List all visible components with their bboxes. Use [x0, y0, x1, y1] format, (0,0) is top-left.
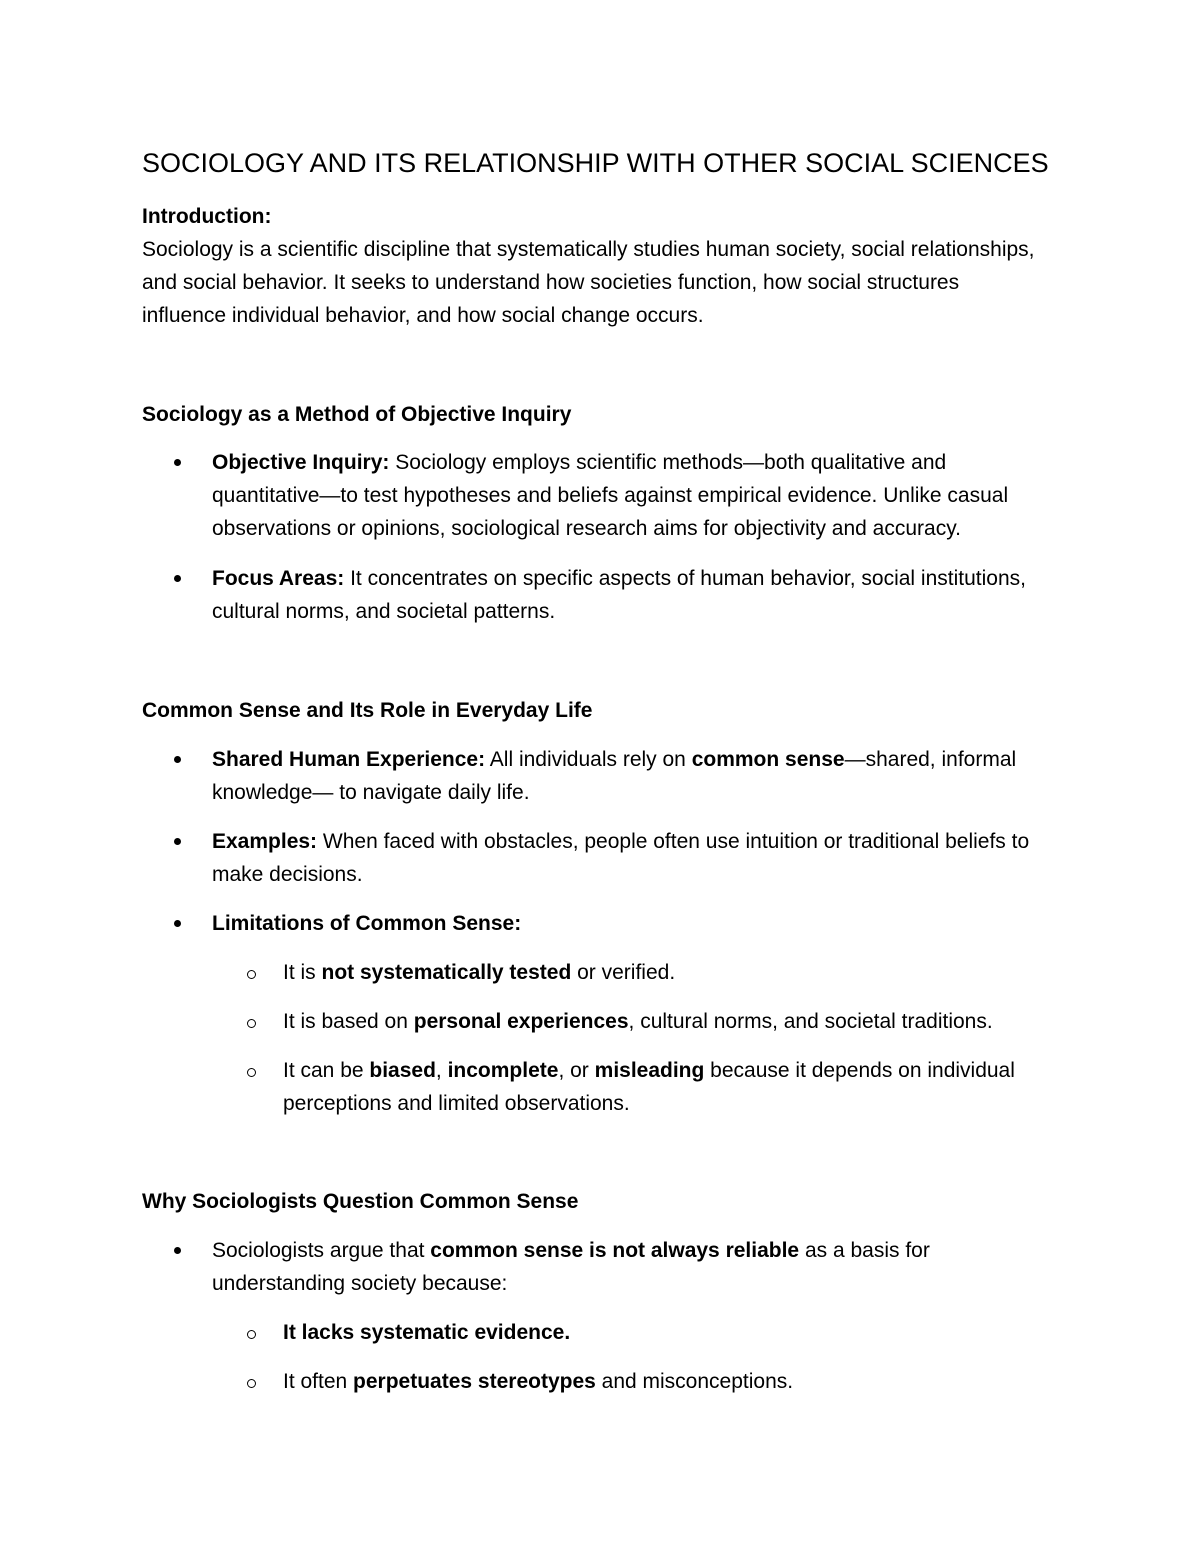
list-item-examples: [212, 825, 1092, 891]
section-heading-why-question: Why Sociologists Question Common Sense: [142, 1190, 579, 1213]
item-emphasis: personal experiences: [413, 1010, 629, 1033]
item-text: It often: [283, 1370, 354, 1393]
item-text: quantitative—to test hypotheses and beliefs against empirical evidence. Unlike casual: [212, 484, 1009, 507]
item-text: , cultural norms, and societal traditions.: [628, 1010, 993, 1033]
item-label: Examples:: [212, 830, 318, 853]
item-text: observations or opinions, sociological research aims for objectivity and accuracy.: [212, 517, 961, 540]
item-text: as a basis for: [799, 1239, 930, 1262]
intro-line-3: influence individual behavior, and how social change occurs.: [142, 304, 704, 327]
section-heading-common-sense: Common Sense and Its Role in Everyday Life: [142, 699, 593, 722]
sub-bullet-icon: [247, 970, 256, 979]
item-text: Sociologists argue that: [212, 1239, 431, 1262]
item-text: perceptions and limited observations.: [283, 1092, 630, 1115]
item-label: Limitations of Common Sense:: [212, 912, 522, 935]
item-emphasis: common sense is not always reliable: [430, 1239, 800, 1262]
item-emphasis: perpetuates stereotypes: [353, 1370, 596, 1393]
item-text: make decisions.: [212, 863, 363, 886]
intro-line-1: Sociology is a scientific discipline that systematically studies human society, social relationships,: [142, 238, 1035, 261]
list-item-sociologists-argue: [212, 1234, 1092, 1300]
item-text: Sociology employs scientific methods—both qualitative and: [389, 451, 947, 474]
sub-bullet-icon: [247, 1068, 256, 1077]
bullet-icon: [174, 575, 181, 582]
sub-bullet-icon: [247, 1019, 256, 1028]
item-text: knowledge— to navigate daily life.: [212, 781, 530, 804]
intro-line-2: and social behavior. It seeks to understand how societies function, how social structures: [142, 271, 960, 294]
bullet-icon: [174, 756, 181, 763]
bullet-icon: [174, 838, 181, 845]
list-item-focus-areas: [212, 562, 1092, 628]
sub-bullet-icon: [247, 1379, 256, 1388]
sub-list-item-not-tested: [283, 956, 1083, 989]
item-text: All individuals rely on: [485, 748, 692, 771]
document-title: SOCIOLOGY AND ITS RELATIONSHIP WITH OTHER SOCIAL SCIENCES: [142, 148, 1049, 178]
item-emphasis: common sense: [691, 748, 845, 771]
item-text: and misconceptions.: [595, 1370, 794, 1393]
sub-list-item-personal-experiences: [283, 1005, 1083, 1038]
item-emphasis: not systematically tested: [321, 961, 572, 984]
item-text: It is: [283, 961, 322, 984]
list-item-shared-human-experience: [212, 743, 1092, 809]
item-label: Shared Human Experience:: [212, 748, 486, 771]
bullet-icon: [174, 920, 181, 927]
item-text: ,: [435, 1059, 448, 1082]
item-text: or verified.: [571, 961, 676, 984]
item-emphasis: It lacks systematic evidence.: [283, 1321, 571, 1344]
list-item-objective-inquiry: [212, 446, 1092, 545]
item-text: It can be: [283, 1059, 370, 1082]
list-item-limitations: [212, 907, 1092, 940]
item-text: —shared, informal: [844, 748, 1017, 771]
item-emphasis: misleading: [594, 1059, 705, 1082]
item-label: Objective Inquiry:: [212, 451, 390, 474]
item-label: Focus Areas:: [212, 567, 345, 590]
item-text: It is based on: [283, 1010, 414, 1033]
item-text: When faced with obstacles, people often use intuition or traditional beliefs to: [317, 830, 1030, 853]
item-text: , or: [558, 1059, 595, 1082]
sub-list-item-stereotypes: [283, 1365, 1083, 1398]
sub-list-item-biased: [283, 1054, 1083, 1120]
introduction-section: [142, 200, 1082, 332]
sub-list-item-lacks-evidence: [283, 1316, 1083, 1349]
item-text: cultural norms, and societal patterns.: [212, 600, 556, 623]
item-emphasis: biased: [369, 1059, 436, 1082]
item-text: because it depends on individual: [704, 1059, 1015, 1082]
introduction-heading: Introduction:: [142, 205, 272, 228]
item-text: It concentrates on specific aspects of human behavior, social institutions,: [344, 567, 1026, 590]
sub-bullet-icon: [247, 1330, 256, 1339]
item-text: understanding society because:: [212, 1272, 508, 1295]
item-emphasis: incomplete: [447, 1059, 559, 1082]
bullet-icon: [174, 459, 181, 466]
section-heading-objective-inquiry: Sociology as a Method of Objective Inquiry: [142, 403, 572, 426]
bullet-icon: [174, 1247, 181, 1254]
